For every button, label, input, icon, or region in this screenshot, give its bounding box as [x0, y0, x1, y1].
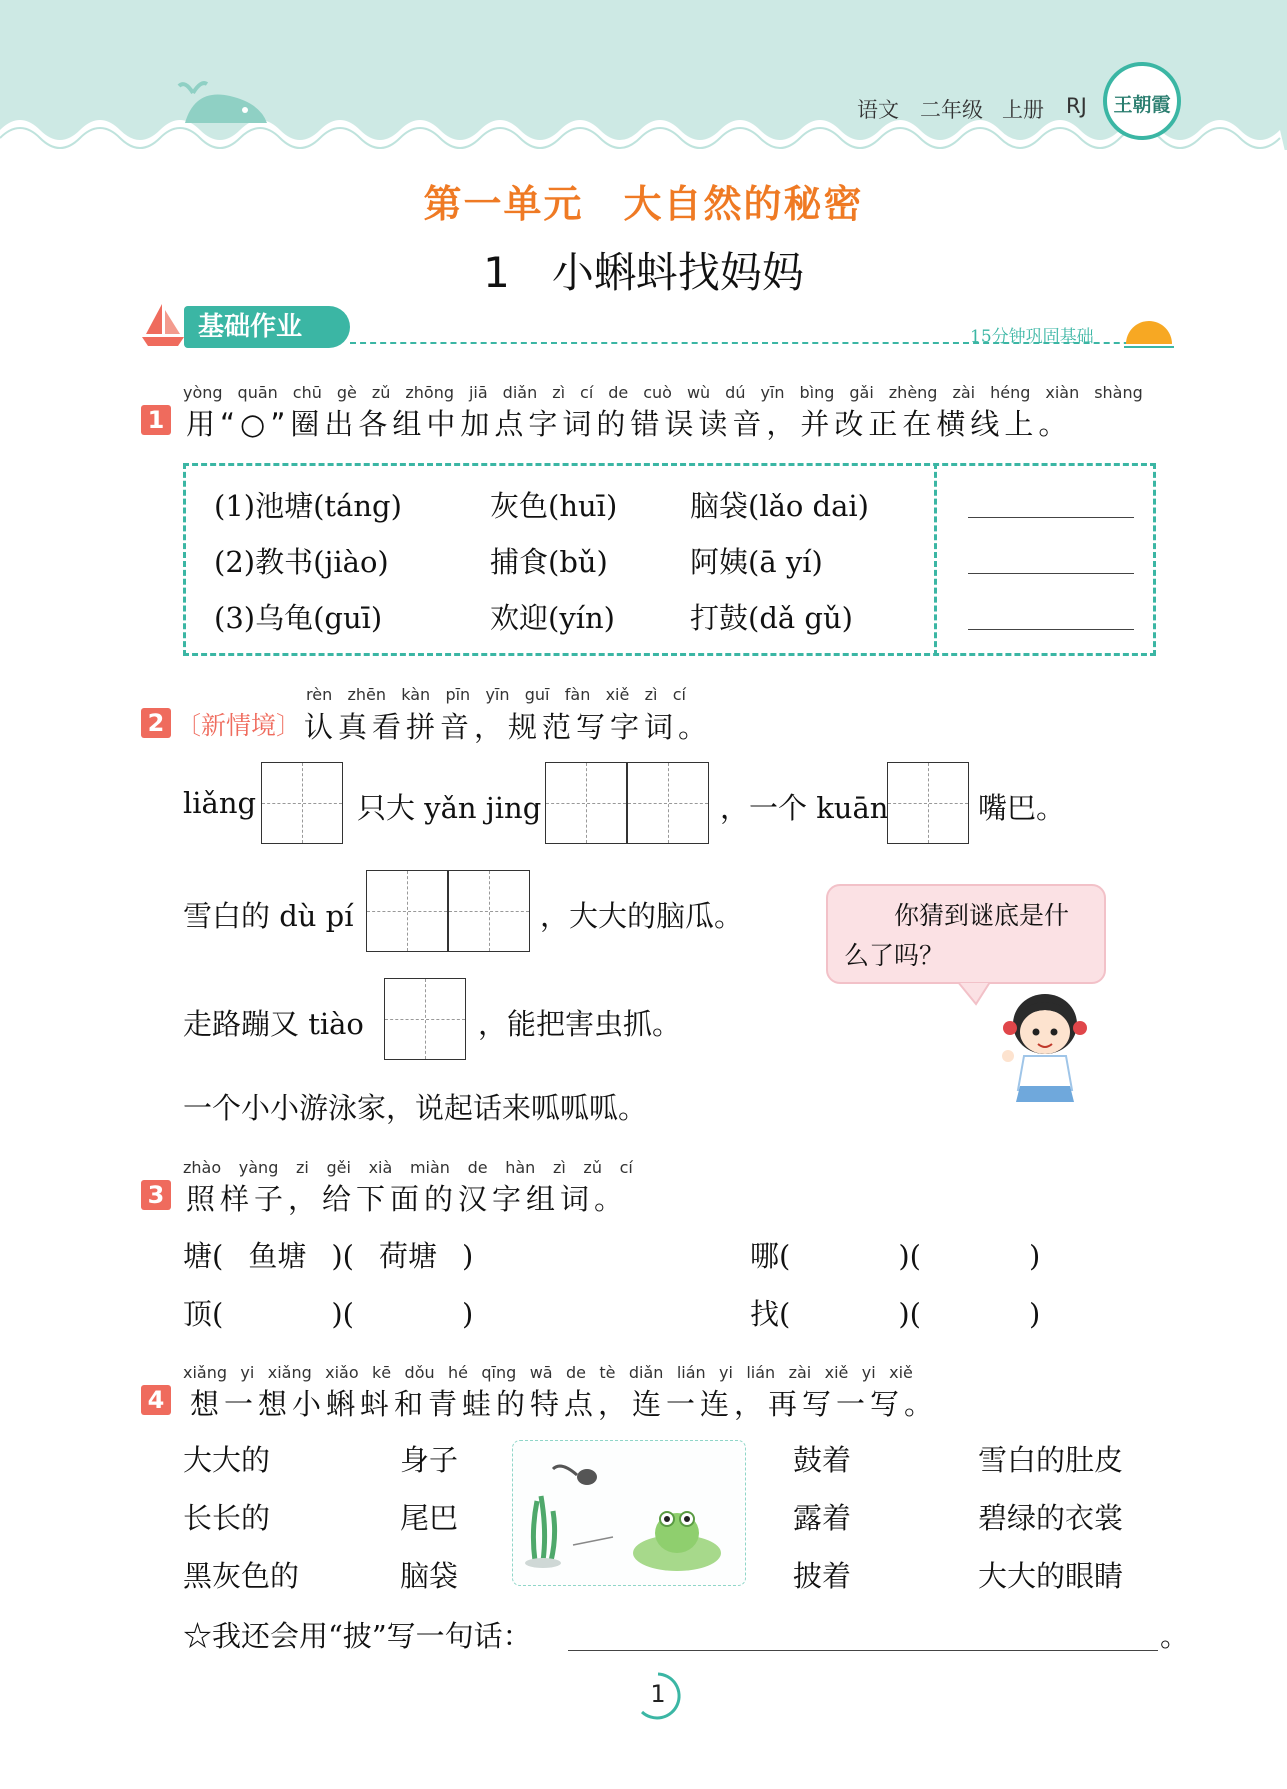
pinyin-syllable: yi [861, 1363, 876, 1382]
q3-char: 哪 [750, 1239, 780, 1273]
sailboat-icon [140, 300, 188, 348]
pinyin-syllable: qīng [481, 1363, 517, 1382]
tadpole-frog-illustration [512, 1440, 746, 1586]
pinyin-syllable: gěi [326, 1158, 351, 1177]
pinyin-syllable: de [608, 383, 629, 402]
q3-char: 顶 [183, 1297, 213, 1331]
pinyin-syllable: hàn [505, 1158, 536, 1177]
q4-word[interactable]: 披着 [793, 1559, 852, 1593]
pinyin-syllable: pīn [445, 685, 471, 704]
q2-pinyin-text: liǎng [183, 786, 257, 820]
pinyin-syllable: kàn [401, 685, 431, 704]
pinyin-syllable: zǔ [583, 1158, 602, 1177]
q3-char: 塘 [183, 1239, 213, 1273]
pinyin-syllable: xià [368, 1158, 393, 1177]
section-tip: 15分钟巩固基础 [970, 327, 1094, 347]
pinyin-syllable: miàn [409, 1158, 450, 1177]
pinyin-syllable: hé [448, 1363, 468, 1382]
pinyin-syllable: zài [952, 383, 976, 402]
q2-text: 嘴巴。 [978, 791, 1066, 825]
pinyin-syllable: zì [552, 1158, 566, 1177]
unit-title: 第一单元 大自然的秘密 [423, 182, 864, 226]
q1-item: (2)教书(jiào) [214, 545, 389, 579]
pinyin-syllable: de [565, 1363, 586, 1382]
q4-word[interactable]: 脑袋 [400, 1559, 459, 1593]
pinyin-syllable: gè [336, 383, 357, 402]
pinyin-syllable: yīn [760, 383, 785, 402]
pinyin-syllable: cí [672, 685, 686, 704]
q2-text: ，能把害虫抓。 [478, 1007, 682, 1041]
pinyin-syllable: quān [237, 383, 278, 402]
writing-grid[interactable] [384, 978, 466, 1060]
pinyin-syllable: bìng [799, 383, 835, 402]
brand-logo [1103, 62, 1181, 140]
header-edition: RJ [1066, 94, 1087, 118]
bubble-tail [956, 982, 996, 1006]
pinyin-syllable: dú [725, 383, 746, 402]
pinyin-syllable: zhōng [405, 383, 454, 402]
writing-grid[interactable] [366, 870, 448, 952]
lesson-title: 1 小蝌蚪找妈妈 [483, 248, 804, 297]
pinyin-syllable: yīn [485, 685, 510, 704]
q4-answer-line[interactable] [568, 1650, 1158, 1651]
header-volume: 上册 [1002, 98, 1044, 122]
q1-item: (1)池塘(táng) [214, 489, 402, 523]
q4-word[interactable]: 尾巴 [400, 1501, 459, 1535]
pinyin-syllable: kē [372, 1363, 392, 1382]
q2-pinyin-text: 雪白的 dù pí [183, 899, 354, 933]
q1-item: 灰色(huī) [490, 489, 618, 523]
q4-word[interactable]: 长长的 [183, 1501, 271, 1535]
pinyin-syllable: zhào [183, 1158, 222, 1177]
pinyin-syllable: zhēn [347, 685, 386, 704]
pinyin-syllable: xiě [605, 685, 630, 704]
header-subject: 语文 [857, 98, 899, 122]
q3-item: 顶( )( ) [183, 1297, 474, 1331]
q3-item: 塘( 鱼塘 )( 荷塘 ) [183, 1234, 473, 1275]
pinyin-syllable: xiǎo [325, 1363, 359, 1382]
pinyin-syllable: xiě [889, 1363, 913, 1382]
pinyin-syllable: cí [619, 1158, 633, 1177]
page-header [0, 0, 1287, 150]
q4-word[interactable]: 露着 [793, 1501, 852, 1535]
page-number: 1 [650, 1680, 666, 1708]
pinyin-syllable: de [467, 1158, 488, 1177]
section-label: 基础作业 [184, 306, 350, 348]
q3-item: 哪( )( ) [750, 1239, 1041, 1273]
q1-instruction: 用“○”圈出各组中加点字词的错误读音，并改正在横线上。 [186, 407, 1073, 441]
writing-grid[interactable] [627, 762, 709, 844]
pinyin-syllable: diǎn [628, 1363, 664, 1382]
pinyin-syllable: cí [580, 383, 594, 402]
q2-pinyin-text: 只大 yǎn jing [357, 791, 542, 825]
q2-pinyin [306, 685, 686, 707]
q1-item: 脑袋(lǎo dai) [690, 489, 869, 523]
pinyin-syllable: tè [599, 1363, 616, 1382]
q4-word[interactable]: 碧绿的衣裳 [978, 1501, 1124, 1535]
q1-number: 1 [141, 405, 171, 435]
q3-answer[interactable]: 鱼塘 [248, 1239, 307, 1273]
q2-tag: 〔新情境〕 [176, 711, 302, 740]
speech-bubble [826, 884, 1106, 984]
q1-answer-line[interactable] [968, 573, 1134, 574]
pinyin-syllable: wā [529, 1363, 553, 1382]
q3-instruction: 照样子，给下面的汉字组词。 [186, 1182, 629, 1216]
pinyin-syllable: yòng [183, 383, 223, 402]
q1-answer-line[interactable] [968, 629, 1134, 630]
pond-scene [513, 1441, 743, 1583]
q3-number: 3 [141, 1180, 171, 1210]
q2-instruction: 认真看拼音，规范写字词。 [304, 710, 713, 744]
writing-grid[interactable] [545, 762, 627, 844]
pinyin-syllable: diǎn [502, 383, 538, 402]
pinyin-syllable: yàng [238, 1158, 279, 1177]
q4-word[interactable]: 黑灰色的 [183, 1559, 300, 1593]
pinyin-syllable: héng [990, 383, 1031, 402]
pinyin-syllable: xiǎng [267, 1363, 312, 1382]
q2-text: 一个小小游泳家，说起话来呱呱呱。 [183, 1091, 648, 1125]
q1-item: 欢迎(yín) [490, 601, 615, 635]
pinyin-syllable: zi [296, 1158, 309, 1177]
pinyin-syllable: zǔ [371, 383, 391, 402]
q4-end-mark: 。 [1160, 1619, 1190, 1653]
q4-word[interactable]: 雪白的肚皮 [978, 1443, 1124, 1477]
pinyin-syllable: lián [676, 1363, 706, 1382]
pinyin-syllable: xiàn [1045, 383, 1080, 402]
q4-word[interactable]: 大大的眼睛 [978, 1559, 1124, 1593]
pinyin-syllable: guī [524, 685, 550, 704]
q4-word[interactable]: 大大的 [183, 1443, 271, 1477]
pinyin-syllable: rèn [306, 685, 333, 704]
pinyin-syllable: zì [644, 685, 658, 704]
pinyin-syllable: cuò [643, 383, 672, 402]
pinyin-syllable: yi [719, 1363, 733, 1382]
header-grade: 二年级 [920, 98, 983, 122]
sun-icon [1122, 314, 1176, 350]
q1-item: (3)乌龟(guī) [214, 601, 383, 635]
whale-icon [175, 78, 275, 130]
q4-instruction: 想一想小蝌蚪和青蛙的特点，连一连，再写一写。 [190, 1387, 939, 1421]
writing-grid[interactable] [448, 870, 530, 952]
q3-answer[interactable]: 荷塘 [378, 1239, 437, 1273]
q1-box-divider [934, 463, 937, 656]
pinyin-syllable: xiǎng [183, 1363, 228, 1382]
q3-item: 找( )( ) [750, 1297, 1041, 1331]
pinyin-syllable: gǎi [849, 383, 874, 402]
pinyin-syllable: wù [686, 383, 711, 402]
pinyin-syllable: zì [552, 383, 566, 402]
pinyin-syllable: zài [788, 1363, 812, 1382]
q2-number: 2 [141, 708, 171, 738]
q4-word[interactable]: 鼓着 [793, 1443, 852, 1477]
q4-write-prompt: ☆我还会用“披”写一句话： [183, 1619, 532, 1653]
q2-pinyin-text: 走路蹦又 tiào [183, 1007, 364, 1041]
pinyin-syllable: xiě [824, 1363, 849, 1382]
q1-answer-line[interactable] [968, 517, 1134, 518]
writing-grid[interactable] [887, 762, 969, 844]
q3-char: 找 [750, 1297, 780, 1331]
pinyin-syllable: zhèng [888, 383, 938, 402]
pinyin-syllable: dǒu [404, 1363, 435, 1382]
pinyin-syllable: shàng [1094, 383, 1143, 402]
pinyin-syllable: lián [746, 1363, 776, 1382]
q4-word[interactable]: 身子 [400, 1443, 459, 1477]
q2-pinyin-text: ，一个 kuān [720, 791, 889, 825]
writing-grid[interactable] [261, 762, 343, 844]
pinyin-syllable: fàn [564, 685, 591, 704]
q4-number: 4 [141, 1385, 171, 1415]
brand-name: 王朝霞 [1113, 94, 1171, 116]
q2-text: ，大大的脑瓜。 [540, 899, 744, 933]
girl-illustration [998, 986, 1092, 1112]
pinyin-syllable: yi [240, 1363, 255, 1382]
q1-item: 捕食(bǔ) [490, 545, 608, 579]
q1-item: 阿姨(ā yí) [690, 545, 823, 579]
pinyin-syllable: chū [292, 383, 322, 402]
q1-item: 打鼓(dǎ gǔ) [690, 601, 853, 635]
pinyin-syllable: jiā [468, 383, 488, 402]
bubble-text: 你猜到谜底是什么了吗？ [844, 901, 1070, 970]
